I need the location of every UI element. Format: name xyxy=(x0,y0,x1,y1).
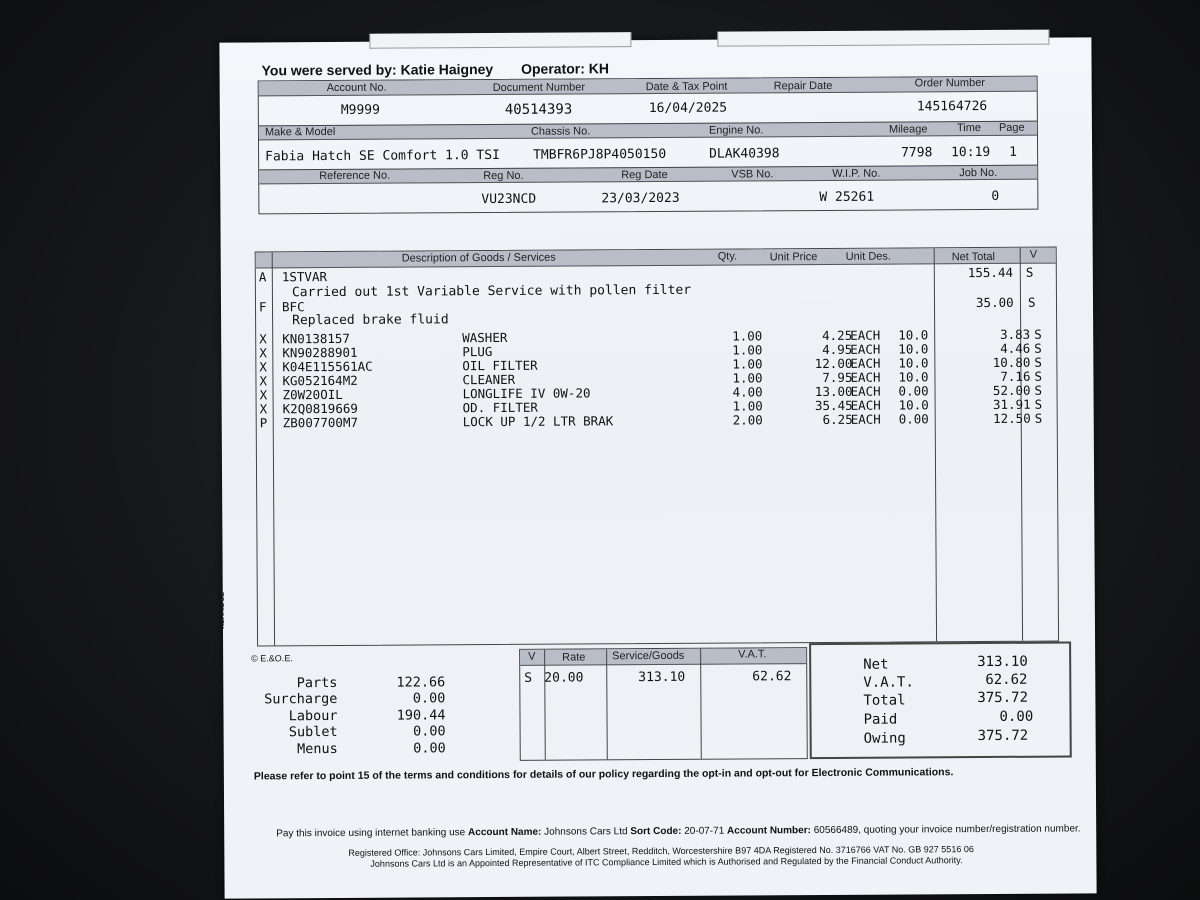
part-price: 6.25 xyxy=(822,411,853,427)
part-v: S xyxy=(1034,368,1043,384)
part-price: 4.95 xyxy=(822,341,853,357)
wip-value: W 25261 xyxy=(819,189,875,206)
part-qty: 4.00 xyxy=(732,384,763,400)
reg-no-value: VU23NCD xyxy=(481,191,537,208)
vat-row-rate: 20.00 xyxy=(544,670,584,686)
part-v: S xyxy=(1034,410,1043,426)
total-label-net: Net xyxy=(863,656,889,673)
part-desc: LONGLIFE IV 0W-20 xyxy=(462,385,591,402)
part-part: Z0W20OIL xyxy=(282,386,343,403)
total-label-paid: Paid xyxy=(863,711,898,728)
part-desc: LOCK UP 1/2 LTR BRAK xyxy=(462,413,614,430)
part-desc: WASHER xyxy=(462,329,508,346)
operator-label: Operator: xyxy=(521,60,585,77)
part-net: 3.83 xyxy=(1000,326,1031,342)
served-by-name: Katie Haigney xyxy=(400,60,494,78)
vat-table xyxy=(519,647,808,761)
document-number-value: 40514393 xyxy=(504,101,573,118)
part-part: KN0138157 xyxy=(282,330,350,347)
part-net: 4.46 xyxy=(1000,340,1031,356)
part-v: S xyxy=(1034,340,1042,356)
policy-note: Please refer to point 15 of the terms and conditions for details of our policy regarding the opt-in and opt-out for Electronic Communications. xyxy=(253,766,954,783)
chassis-value: TMBFR6PJ8P4050150 xyxy=(533,146,667,163)
part-qty: 1.00 xyxy=(732,398,763,414)
part-code: X xyxy=(259,387,268,403)
registered-office: Registered Office: Johnsons Cars Limited, Empire Court, Albert Street, Redditch, Worcestershire B97 4DA Registered No. 3716766 VAT No. GB 927 5516 06 xyxy=(348,844,974,858)
total-value-owing: 375.72 xyxy=(977,727,1029,745)
engine-value: DLAK40398 xyxy=(709,146,780,162)
page-label: Page xyxy=(998,121,1025,134)
total-value-total: 375.72 xyxy=(977,689,1029,707)
part-unit: EACH xyxy=(850,327,881,343)
part-unit: EACH xyxy=(850,383,881,399)
total-value-vat: 62.62 xyxy=(985,671,1028,689)
part-qty: 2.00 xyxy=(732,412,763,428)
part-qty: 1.00 xyxy=(732,328,763,344)
part-desc: CLEANER xyxy=(462,371,516,388)
part-v: S xyxy=(1034,382,1043,398)
part-net: 52.00 xyxy=(992,382,1031,398)
payment-line: Pay this invoice using internet banking use Account Name: Johnsons Cars Ltd Sort Code: 20-07-71 Account Number: 60566489, quoting your invoice number/registration number. xyxy=(276,823,1081,840)
part-part: ZB007700M7 xyxy=(282,414,359,431)
unit-des-header: Unit Des. xyxy=(845,250,891,263)
job-label: Job No. xyxy=(959,166,998,180)
document-number-label: Document Number xyxy=(492,81,586,95)
part-qty: 1.00 xyxy=(732,370,763,386)
part-v: S xyxy=(1034,354,1042,370)
part-price: 13.00 xyxy=(814,383,853,400)
part-desc: OD. FILTER xyxy=(462,399,538,416)
account-no-value: M9999 xyxy=(340,102,380,118)
total-value-paid: 0.00 xyxy=(999,708,1034,725)
breakdown-value: 0.00 xyxy=(413,723,446,740)
breakdown-label: Sublet xyxy=(288,723,338,741)
vat-row-v: S xyxy=(524,670,533,686)
paper-flap-right xyxy=(717,30,1049,47)
reg-date-value: 23/03/2023 xyxy=(601,190,680,207)
breakdown-label: Surcharge xyxy=(264,690,338,708)
date-tax-point-value: 16/04/2025 xyxy=(648,100,728,117)
time-value: 10:19 xyxy=(951,144,991,161)
vat-row-goods: 313.10 xyxy=(638,669,686,686)
vsb-label: VSB No. xyxy=(731,168,774,181)
total-value-net: 313.10 xyxy=(977,653,1028,671)
make-model-value: Fabia Hatch SE Comfort 1.0 TSI xyxy=(265,147,500,165)
breakdown-value: 0.00 xyxy=(413,740,446,757)
page-value: 1 xyxy=(1009,144,1017,160)
breakdown-value: 0.00 xyxy=(412,690,446,707)
breakdown-label: Labour xyxy=(288,707,338,725)
part-disc: 0.00 xyxy=(898,411,929,427)
order-number-value: 145164726 xyxy=(916,98,988,115)
part-disc: 10.0 xyxy=(898,369,929,385)
mileage-label: Mileage xyxy=(888,123,928,136)
part-qty: 1.00 xyxy=(732,356,763,372)
part-part: KG052164M2 xyxy=(282,372,358,389)
vat-row-vat: 62.62 xyxy=(752,669,792,685)
part-unit: EACH xyxy=(850,341,881,357)
part-price: 4.25 xyxy=(822,327,853,343)
part-code: X xyxy=(259,359,267,375)
unit-price-header: Unit Price xyxy=(769,251,818,264)
part-price: 12.00 xyxy=(814,355,853,372)
part-price: 7.95 xyxy=(822,369,853,385)
vat-col-goods: Service/Goods xyxy=(612,649,685,663)
part-net: 7.16 xyxy=(1000,368,1031,384)
part-disc: 0.00 xyxy=(898,383,929,399)
header-block xyxy=(258,76,1039,215)
part-disc: 10.0 xyxy=(898,341,929,357)
v-header: V xyxy=(1029,248,1038,261)
engine-label: Engine No. xyxy=(708,124,764,137)
operator-value: KH xyxy=(588,60,610,77)
part-code: X xyxy=(259,401,268,417)
part-unit: EACH xyxy=(850,397,881,413)
job-value: 0 xyxy=(991,188,1000,204)
reg-no-label: Reg No. xyxy=(483,169,524,183)
vat-col-rate: Rate xyxy=(562,651,586,664)
desc-header: Description of Goods / Services xyxy=(401,251,556,265)
vat-col-vat: V.A.T. xyxy=(738,648,767,661)
part-v: S xyxy=(1034,326,1042,342)
breakdown-label: Parts xyxy=(296,674,338,692)
items-block xyxy=(255,247,1059,647)
reference-label: Reference No. xyxy=(319,169,391,183)
part-net: 31.91 xyxy=(992,396,1031,412)
net-total-header: Net Total xyxy=(951,250,995,264)
totals-box xyxy=(809,641,1072,759)
kerridge-side-mark: KERRIDGE xyxy=(218,591,226,629)
part-disc: 10.0 xyxy=(898,327,929,343)
served-by-line xyxy=(262,60,610,78)
part-qty: 1.00 xyxy=(732,342,763,358)
time-label: Time xyxy=(956,122,982,135)
part-unit: EACH xyxy=(850,355,881,371)
part-v: S xyxy=(1034,396,1043,412)
total-label-vat: V.A.T. xyxy=(863,674,914,691)
breakdown-value: 122.66 xyxy=(396,674,446,691)
part-net: 12.50 xyxy=(993,410,1031,426)
part-part: K04E115561AC xyxy=(282,358,373,375)
paper-flap-left xyxy=(369,32,631,49)
part-part: K2Q0819669 xyxy=(282,400,358,417)
part-price: 35.45 xyxy=(814,397,853,414)
vat-col-v: V xyxy=(528,650,536,663)
part-desc: OIL FILTER xyxy=(462,357,538,374)
part-disc: 10.0 xyxy=(898,397,929,413)
items-header-bar xyxy=(256,248,1056,269)
qty-header: Qty. xyxy=(717,250,738,263)
wip-label: W.I.P. No. xyxy=(832,167,881,180)
chassis-label: Chassis No. xyxy=(530,125,591,138)
total-label-owing: Owing xyxy=(863,730,906,747)
part-unit: EACH xyxy=(850,411,881,427)
total-label-total: Total xyxy=(863,692,906,709)
fca-note: Johnsons Cars Ltd is an Appointed Representative of ITC Compliance Limited which is Authorised and Regulated by the Financial Conduct Authority. xyxy=(370,855,963,869)
part-code: X xyxy=(259,331,267,347)
make-model-label: Make & Model xyxy=(264,125,336,139)
served-by-label: You were served by: xyxy=(261,61,397,79)
reg-date-label: Reg Date xyxy=(621,168,668,182)
mileage-value: 7798 xyxy=(901,145,933,161)
part-unit: EACH xyxy=(850,369,881,385)
part-net: 10.80 xyxy=(992,354,1031,370)
part-code: X xyxy=(259,345,267,361)
invoice-paper xyxy=(219,37,1096,898)
account-no-label: Account No. xyxy=(326,81,387,95)
part-desc: PLUG xyxy=(462,344,493,360)
part-disc: 10.0 xyxy=(898,355,929,371)
date-tax-point-label: Date & Tax Point xyxy=(645,80,728,94)
breakdown-value: 190.44 xyxy=(396,707,446,724)
part-code: X xyxy=(259,373,268,389)
order-number-label: Order Number xyxy=(914,76,985,90)
repair-date-label: Repair Date xyxy=(773,79,833,93)
part-part: KN90288901 xyxy=(282,344,358,361)
breakdown-label: Menus xyxy=(297,740,338,758)
part-code: P xyxy=(259,415,268,431)
eoe-note: © E.&O.E. xyxy=(251,653,293,664)
